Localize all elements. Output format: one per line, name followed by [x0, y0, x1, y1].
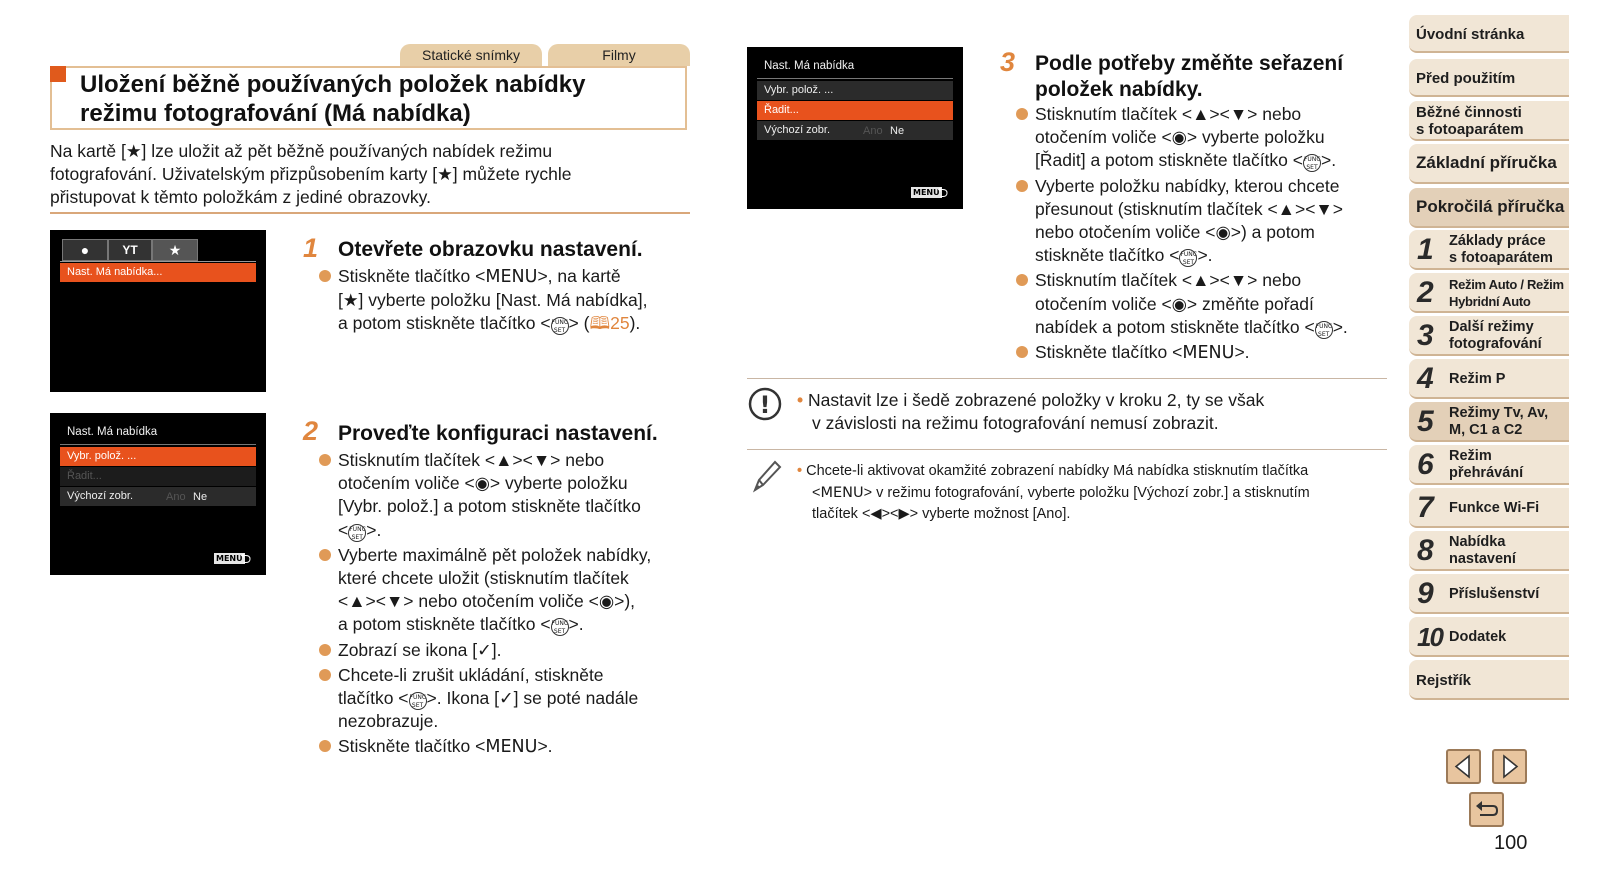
intro-line: Na kartě [★] lze uložit až pět běžně používaných nabídek režimu: [50, 141, 553, 161]
sidebar-item-basic-guide[interactable]: [1409, 144, 1569, 184]
sidebar-item-label: Pokročilá příručka: [1416, 197, 1565, 216]
text: otočením voliče <◉> vyberte položku: [338, 473, 628, 494]
screen-title: Nast. Má nabídka: [67, 426, 158, 438]
sidebar-chapter-8[interactable]: [1409, 531, 1569, 571]
text: tlačítko <: [338, 688, 409, 709]
list-item: [1015, 103, 1400, 173]
text: [Řadit] a potom stiskněte tlačítko <: [1035, 150, 1303, 171]
chapter-label: Dodatek: [1449, 629, 1507, 645]
list-item: [318, 664, 698, 734]
pencil-icon: [749, 458, 783, 494]
text: > (: [568, 313, 590, 334]
sidebar-item-label: Běžné činnosti s fotoaparátem: [1416, 104, 1524, 138]
bullet-dot: [319, 454, 331, 466]
chapter-number: 6: [1417, 448, 1434, 481]
step-1-bullets: [318, 265, 698, 337]
screen-row-default: Výchozí zobr.: [60, 487, 256, 506]
sidebar-item-label: Rejstřík: [1416, 672, 1472, 689]
sidebar-chapter-2[interactable]: [1409, 273, 1569, 313]
chapter-number: 3: [1417, 319, 1434, 352]
intro-divider: [50, 212, 690, 214]
page-number: 100: [1494, 832, 1528, 854]
chapter-number: 1: [1417, 233, 1434, 266]
text: Nastavit lze i šedě zobrazené položky v kroku 2, ty se však: [808, 390, 1265, 410]
step-3-heading: [1035, 51, 1343, 103]
text: ).: [629, 313, 641, 334]
page-reference-link[interactable]: 25: [610, 313, 630, 334]
sidebar-chapter-3[interactable]: [1409, 316, 1569, 356]
tab-movies: Filmy: [548, 44, 690, 66]
step-3-bullets: [1015, 103, 1400, 365]
chapter-label: Další režimy fotografování: [1449, 319, 1542, 352]
chapter-label: Režim přehrávání: [1449, 448, 1524, 481]
sidebar-item-index[interactable]: [1409, 660, 1569, 700]
tools-tab-icon: ΥΤ: [108, 239, 152, 261]
text: přesunout (stisknutím tlačítek <▲><▼>: [1035, 198, 1343, 219]
screen-option-yes: Ano: [863, 125, 883, 137]
screen-divider: [60, 261, 256, 262]
list-item: [318, 265, 698, 337]
func-set-icon: FUNC SET: [1303, 156, 1321, 172]
chapter-number: 5: [1417, 405, 1434, 438]
star-tab-icon: ★: [152, 239, 198, 261]
screen-title: Nast. Má nabídka: [764, 60, 855, 72]
svg-text:!: !: [759, 391, 771, 419]
text: tlačítek <◀><▶> vyberte možnost [Ano].: [812, 506, 1071, 522]
chapter-label: Funkce Wi-Fi: [1449, 500, 1540, 516]
func-set-icon: FUNC SET: [409, 694, 427, 710]
text: >.: [568, 614, 584, 635]
chapter-number: 4: [1417, 362, 1434, 395]
camera-tab-icon: ●: [62, 239, 108, 261]
text: Stisknutím tlačítek <▲><▼> nebo: [1035, 270, 1302, 291]
screen-option-no: Ne: [890, 125, 905, 137]
sidebar-chapter-7[interactable]: [1409, 488, 1569, 528]
tab-still-images: Statické snímky: [400, 44, 542, 66]
prev-page-button[interactable]: [1446, 749, 1481, 784]
list-item: Stisknutím tlačítek <▲><▼> nebo otočením voliče <◉> vyberte položku [Vybr. polož.] a potom stiskněte tlačítko <FUNC SET >.: [318, 449, 698, 542]
sidebar-item-label: Základní příručka: [1416, 153, 1557, 172]
sidebar-item-home[interactable]: [1409, 15, 1569, 53]
text: > v režimu fotografování, vyberte položku [Výchozí zobr.] a stisknutím: [863, 484, 1310, 501]
next-page-button[interactable]: [1492, 749, 1527, 784]
text: [Vybr. polož.] a potom stiskněte tlačítko: [338, 496, 641, 517]
bullet-dot: •: [797, 390, 804, 410]
chapter-label: Režim P: [1449, 371, 1506, 387]
step-2-heading: Proveďte konfiguraci nastavení.: [338, 422, 658, 445]
screen-row-sort: Řadit...: [757, 101, 953, 120]
text: v závislosti na režimu fotografování nemusí zobrazit.: [812, 413, 1219, 433]
screen-row-default: Výchozí zobr.: [757, 121, 953, 140]
bullet-dot: [319, 644, 331, 656]
text: Stisknutím tlačítek <▲><▼> nebo: [338, 450, 605, 470]
sidebar-item-label: Úvodní stránka: [1416, 26, 1525, 43]
menu-button-label: MENU: [485, 267, 538, 287]
menu-button-label: MENU: [1182, 343, 1235, 364]
menu-button-icon: MENU: [216, 554, 243, 563]
text: které chcete uložit (stisknutím tlačítek: [338, 568, 629, 589]
screen-row-select: Vybr. polož. ...: [757, 81, 953, 100]
chapter-label: Nabídka nastavení: [1449, 534, 1516, 567]
screen-option-yes: Ano: [166, 491, 186, 503]
chapter-number: 10: [1417, 622, 1442, 652]
menu-button-label: MENU: [485, 737, 538, 758]
intro-line: přistupovat k těmto položkám z jediné obrazovky.: [50, 187, 431, 207]
bullet-dot: [1016, 346, 1028, 358]
page-title-line2: režimu fotografování (Má nabídka): [80, 100, 471, 127]
text: nebo otočením voliče <◉>) a potom: [1035, 222, 1315, 243]
text: >, na kartě: [537, 266, 621, 286]
text: Zobrazí se ikona [✓].: [338, 639, 502, 660]
screen-row-my-menu: Nast. Má nabídka...: [60, 263, 256, 282]
text: Chcete-li aktivovat okamžité zobrazení nabídky Má nabídka stisknutím tlačítka: [806, 463, 1309, 479]
page-title: [80, 70, 680, 128]
sidebar-chapter-9[interactable]: [1409, 574, 1569, 614]
chapter-number: 7: [1417, 491, 1434, 524]
chapter-label: Příslušenství: [1449, 586, 1540, 602]
step-1-number: 1: [303, 233, 319, 263]
text: a potom stiskněte tlačítko <: [338, 313, 551, 334]
chapter-label: Režim Auto / Režim Hybridní Auto: [1449, 277, 1564, 309]
chapter-number: 9: [1417, 577, 1434, 610]
text: <▲><▼> nebo otočením voliče <◉>),: [338, 591, 636, 612]
sidebar-chapter-1[interactable]: [1409, 230, 1569, 270]
list-item: [1015, 269, 1400, 339]
text: Vyberte maximálně pět položek nabídky,: [338, 544, 652, 565]
func-set-icon: FUNC SET: [551, 319, 569, 335]
list-item: [318, 735, 698, 759]
text: >.: [537, 736, 553, 757]
next-arrow-icon: [1494, 751, 1525, 782]
caution-icon: [748, 386, 782, 422]
intro-line: fotografování. Uživatelským přizpůsobením karty [★] můžete rychle: [50, 164, 572, 184]
screen-divider: [757, 78, 953, 79]
text: otočením voliče <◉> změňte pořadí: [1035, 293, 1314, 314]
bullet-dot: [319, 740, 331, 752]
sidebar-item-advanced-guide[interactable]: [1409, 188, 1569, 228]
bullet-dot: [1016, 274, 1028, 286]
chapter-number: 2: [1417, 276, 1434, 309]
text: Chcete-li zrušit ukládání, stiskněte: [338, 664, 604, 685]
text: >.: [366, 519, 382, 540]
bullet-dot: •: [797, 463, 803, 479]
text: a potom stiskněte tlačítko <: [338, 614, 551, 635]
text: Stiskněte tlačítko <: [1035, 342, 1183, 363]
text: <: [812, 484, 821, 501]
sidebar-item-label: Před použitím: [1416, 70, 1516, 87]
text: stiskněte tlačítko <: [1035, 245, 1180, 266]
list-item: [318, 639, 698, 662]
heading-line: Podle potřeby změňte seřazení: [1035, 52, 1344, 75]
intro-paragraph: [50, 140, 690, 209]
text: [★] vyberte položku [Nast. Má nabídka],: [338, 290, 648, 311]
step-1-heading: Otevřete obrazovku nastavení.: [338, 238, 643, 261]
text: >.: [1332, 316, 1348, 337]
text: >.: [1320, 150, 1337, 171]
sidebar-chapter-4[interactable]: [1409, 359, 1569, 399]
return-button[interactable]: [1469, 792, 1504, 827]
tip-note: [797, 461, 1310, 526]
text: nezobrazuje.: [338, 711, 439, 732]
chapter-label: Režimy Tv, Av, M, C1 a C2: [1449, 405, 1549, 438]
sidebar-chapter-6[interactable]: [1409, 445, 1569, 485]
menu-button-label: MENU: [820, 484, 864, 501]
step-3-number: 3: [1000, 47, 1016, 77]
heading-line: položek nabídky.: [1035, 78, 1203, 101]
book-icon: 🕮: [589, 314, 611, 335]
sidebar-chapter-5[interactable]: [1409, 402, 1569, 442]
text: >. Ikona [✓] se poté nadále: [426, 688, 639, 709]
screen-row-select: Vybr. polož. ...: [60, 447, 256, 466]
notes-divider-top: [747, 378, 1387, 379]
bullet-dot: [319, 669, 331, 681]
text: otočením voliče <◉> vyberte položku: [1035, 127, 1325, 148]
bullet-dot: [319, 549, 331, 561]
bullet-dot: [319, 270, 331, 282]
step-2-bullets: [318, 449, 698, 760]
page-title-line1: Uložení běžně používaných položek nabídky: [80, 71, 586, 98]
screen-row-sort: Řadit...: [60, 467, 256, 486]
step-2-number: 2: [303, 416, 319, 446]
menu-button-icon: MENU: [913, 188, 940, 197]
text: Stiskněte tlačítko <: [338, 736, 486, 757]
screen-divider: [60, 444, 256, 445]
sidebar-chapter-10[interactable]: [1409, 617, 1569, 657]
return-arrow-icon: [1471, 794, 1502, 825]
bullet-dot: [1016, 108, 1028, 120]
bullet-dot: [1016, 180, 1028, 192]
text: Vyberte položku nabídky, kterou chcete: [1035, 175, 1340, 196]
chapter-label: Základy práce s fotoaparátem: [1449, 233, 1553, 266]
sidebar-item-before-use[interactable]: [1409, 59, 1569, 97]
text: nabídek a potom stiskněte tlačítko <: [1035, 316, 1315, 337]
caution-note: [797, 389, 1264, 435]
text: >.: [1197, 245, 1213, 266]
func-set-icon: FUNC SET: [551, 620, 569, 636]
list-item: [1015, 175, 1400, 268]
notes-divider-mid: [747, 449, 1387, 450]
func-set-icon: FUNC SET: [349, 525, 366, 541]
sidebar-item-common-ops[interactable]: [1409, 101, 1569, 141]
text: Stiskněte tlačítko <: [338, 266, 486, 286]
back-icon: ⮌: [240, 551, 252, 567]
text: Stisknutím tlačítek <▲><▼> nebo: [1035, 104, 1302, 124]
list-item: [318, 544, 698, 637]
screen-option-no: Ne: [193, 491, 208, 503]
list-item: [1015, 341, 1400, 365]
title-marker: [50, 66, 66, 82]
func-set-icon: FUNC SET: [1315, 322, 1333, 338]
back-icon: ⮌: [937, 185, 949, 201]
prev-arrow-icon: [1448, 751, 1479, 782]
text: >.: [1234, 342, 1250, 363]
chapter-number: 8: [1417, 534, 1434, 567]
func-set-icon: FUNC SET: [1180, 251, 1197, 267]
